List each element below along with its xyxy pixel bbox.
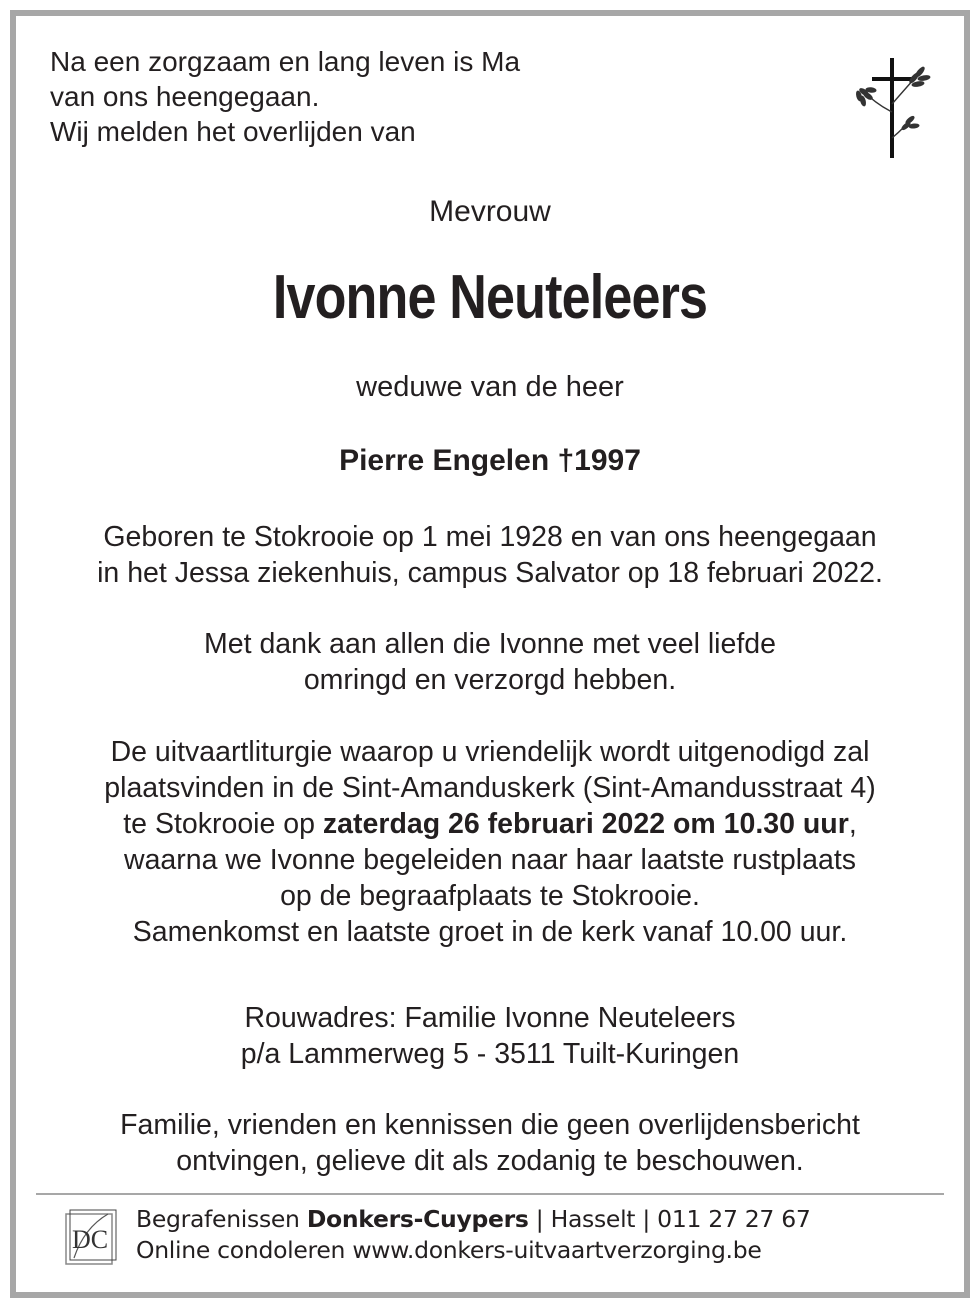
footer-line [136, 1204, 811, 1235]
paragraph-line: Geboren te Stokrooie op 1 mei 1928 en van ons heengegaan [103, 521, 877, 553]
birth-death-paragraph [0, 519, 980, 591]
paragraph-line: Samenkomst en laatste groet in de kerk vanaf 10.00 uur. [132, 916, 848, 948]
deceased-name: Ivonne Neuteleers [272, 263, 708, 332]
paragraph-line: ontvingen, gelieve dit als zodanig te beschouwen. [176, 1145, 804, 1177]
paragraph-line: Familie, vrienden en kennissen die geen overlijdensbericht [120, 1109, 860, 1141]
paragraph-line: p/a Lammerweg 5 - 3511 Tuilt-Kuringen [240, 1038, 740, 1070]
intro-line: Na een zorgzaam en lang leven is Ma [50, 46, 521, 77]
logo-monogram: DC [71, 1225, 109, 1254]
paragraph-line: in het Jessa ziekenhuis, campus Salvator op 18 februari 2022. [97, 557, 883, 589]
intro-text [50, 44, 520, 149]
funeral-text: , [848, 808, 857, 840]
intro-line: van ons heengegaan. [50, 81, 320, 112]
footer-prefix: Begrafenissen [136, 1205, 307, 1233]
funeral-date-time: zaterdag 26 februari 2022 om 10.30 uur [322, 808, 849, 840]
intro-line: Wij melden het overlijden van [50, 116, 416, 147]
paragraph-line: omringd en verzorgd hebben. [303, 664, 677, 696]
spouse-relation: weduwe van de heer [356, 371, 624, 403]
thanks-paragraph [0, 626, 980, 698]
paragraph-line: De uitvaartliturgie waarop u vriendelijk wordt uitgenodigd zal [110, 736, 870, 768]
paragraph-line: waarna we Ivonne begeleiden naar haar laatste rustplaats [124, 844, 856, 876]
funeral-text: te Stokrooie op [123, 808, 323, 840]
mourning-address [0, 1000, 980, 1072]
notice-paragraph [0, 1107, 980, 1179]
footer-contact: | Hasselt | 011 27 27 67 [528, 1205, 811, 1233]
funeral-paragraph [0, 734, 980, 950]
online-condolence-link[interactable]: Online condoleren www.donkers-uitvaartverzorging.be [136, 1236, 762, 1264]
paragraph-line [0, 806, 980, 842]
title-mevrouw: Mevrouw [429, 195, 551, 228]
funeral-home-logo [64, 1208, 120, 1268]
paragraph-line: op de begraafplaats te Stokrooie. [280, 880, 700, 912]
cross-with-wheat-icon [846, 48, 932, 160]
funeral-home-footer [136, 1204, 811, 1266]
paragraph-line: Met dank aan allen die Ivonne met veel liefde [204, 628, 776, 660]
footer-divider [36, 1193, 944, 1195]
spouse-name: Pierre Engelen †1997 [339, 444, 641, 477]
company-name: Donkers-Cuypers [306, 1205, 529, 1233]
paragraph-line: plaatsvinden in de Sint-Amanduskerk (Sint-Amandusstraat 4) [104, 772, 876, 804]
paragraph-line: Rouwadres: Familie Ivonne Neuteleers [244, 1002, 736, 1034]
